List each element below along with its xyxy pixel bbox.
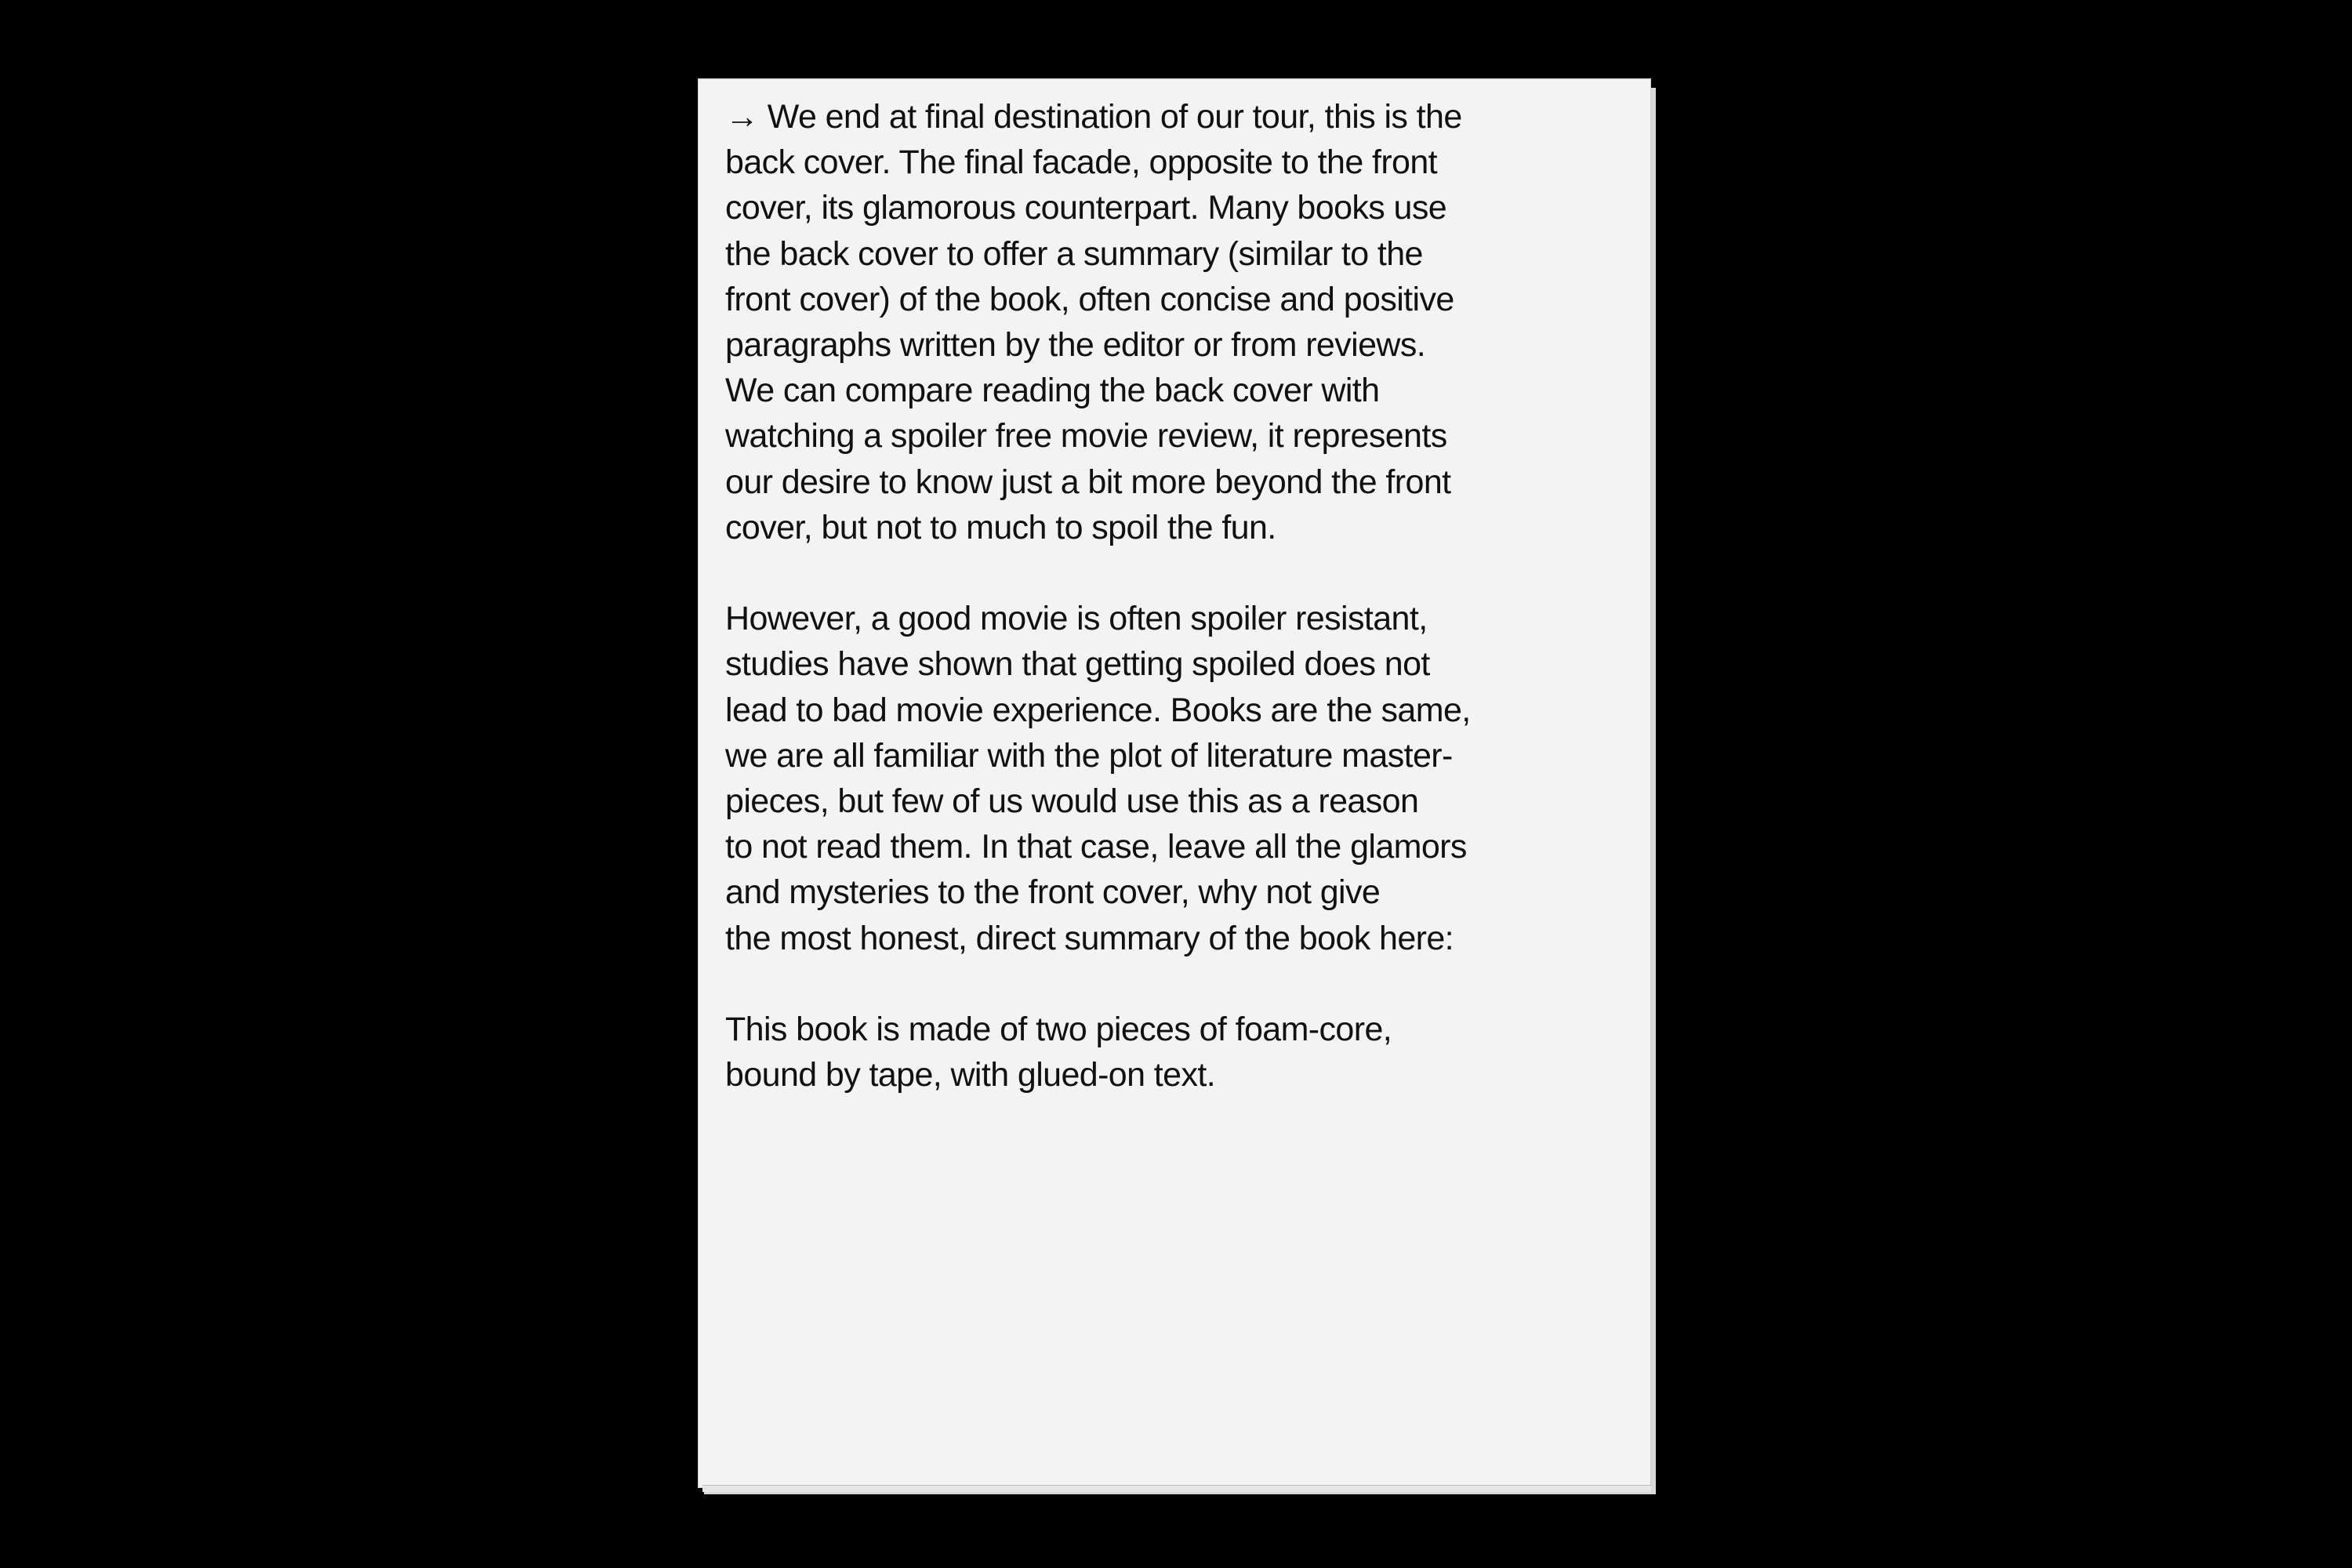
text-line: This book is made of two pieces of foam-core, — [725, 1011, 1392, 1049]
text-line: cover, but not to much to spoil the fun. — [725, 508, 1276, 546]
text-line: our desire to know just a bit more beyond the front — [725, 463, 1451, 501]
text-line: front cover) of the book, often concise and positive — [725, 280, 1454, 318]
text-line: to not read them. In that case, leave all the glamors — [725, 828, 1467, 866]
text-line: studies have shown that getting spoiled does not — [725, 645, 1430, 684]
paragraph-summary — [725, 1007, 1541, 1098]
text-line: lead to bad movie experience. Books are the same, — [725, 691, 1471, 729]
text-line: pieces, but few of us would use this as a reason — [725, 782, 1419, 821]
text-line: However, a good movie is often spoiler resistant, — [725, 600, 1428, 638]
text-line: cover, its glamorous counterpart. Many books use — [725, 189, 1447, 227]
text-line: bound by tape, with glued-on text. — [725, 1056, 1216, 1094]
text-line: the back cover to offer a summary (similar to the — [725, 234, 1423, 273]
text-line: back cover. The final facade, opposite to the front — [725, 143, 1438, 182]
text-line: we are all familiar with the plot of literature master- — [725, 736, 1453, 775]
text-line: and mysteries to the front cover, why not give — [725, 873, 1381, 912]
board-bottom-edge — [702, 1485, 1651, 1492]
text-line: → We end at final destination of our tour, this is the — [725, 98, 1462, 136]
back-cover-text — [725, 94, 1541, 1144]
text-line: watching a spoiler free movie review, it represents — [725, 417, 1447, 456]
paragraph-spoilers — [725, 596, 1541, 961]
text-line: We can compare reading the back cover with — [725, 372, 1380, 410]
paragraph-intro — [725, 94, 1541, 550]
text-line: paragraphs written by the editor or from reviews. — [725, 326, 1426, 365]
text-line: the most honest, direct summary of the book here: — [725, 919, 1454, 957]
